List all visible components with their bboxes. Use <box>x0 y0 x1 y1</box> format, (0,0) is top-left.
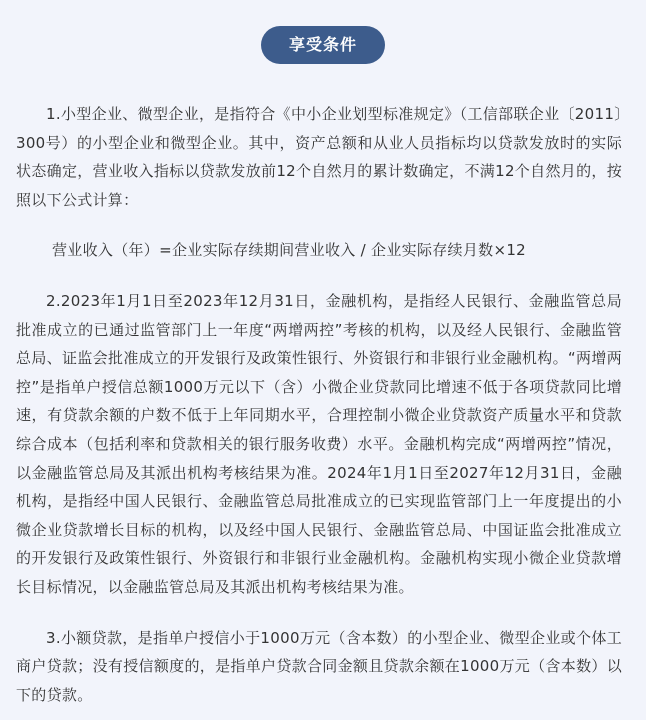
paragraph-3: 3.小额贷款，是指单户授信小于1000万元（含本数）的小型企业、微型企业或个体工商户贷款；没有授信额度的，是指单户贷款合同金额且贷款余额在1000万元（含本数）以下的贷款。 <box>16 628 622 704</box>
section-header <box>0 26 646 64</box>
article-body <box>16 100 622 709</box>
formula-line: 营业收入（年）=企业实际存续期间营业收入 / 企业实际存续月数×12 <box>52 241 527 260</box>
section-title-badge: 享受条件 <box>261 26 385 64</box>
paragraph-1: 1.小型企业、微型企业，是指符合《中小企业划型标准规定》（工信部联企业〔2011〕300号）的小型企业和微型企业。其中，资产总额和从业人员指标均以贷款发放时的实际状态确定，营业收入指标以贷款发放前12个自然月的累计数确定，不满12个自然月的，按照以下公式计算： <box>16 105 622 209</box>
paragraph-2: 2.2023年1月1日至2023年12月31日，金融机构，是指经人民银行、金融监管总局批准成立的已通过监管部门上一年度“两增两控”考核的机构，以及经人民银行、金融监管总局、证监会批准成立的开发银行及政策性银行、外资银行和非银行业金融机构。“两增两控”是指单户授信总额1000万元以下（含）小微企业贷款同比增速不低于各项贷款同比增速，有贷款余额的户数不低于上年同期水平，合理控制小微企业贷款资产质量水平和贷款综合成本（包括利率和贷款相关的银行服务收费）水平。金融机构完成“两增两控”情况，以金融监管总局及其派出机构考核结果为准。2024年1月1日至2027年12月31日，金融机构，是指经中国人民银行、金融监管总局批准成立的已实现监管部门上一年度提出的小微企业贷款增长目标的机构，以及经中国人民银行、金融监管总局、中国证监会批准成立的开发银行及政策性银行、外资银行和非银行业金融机构。金融机构实现小微企业贷款增长目标情况，以金融监管总局及其派出机构考核结果为准。 <box>16 291 622 596</box>
